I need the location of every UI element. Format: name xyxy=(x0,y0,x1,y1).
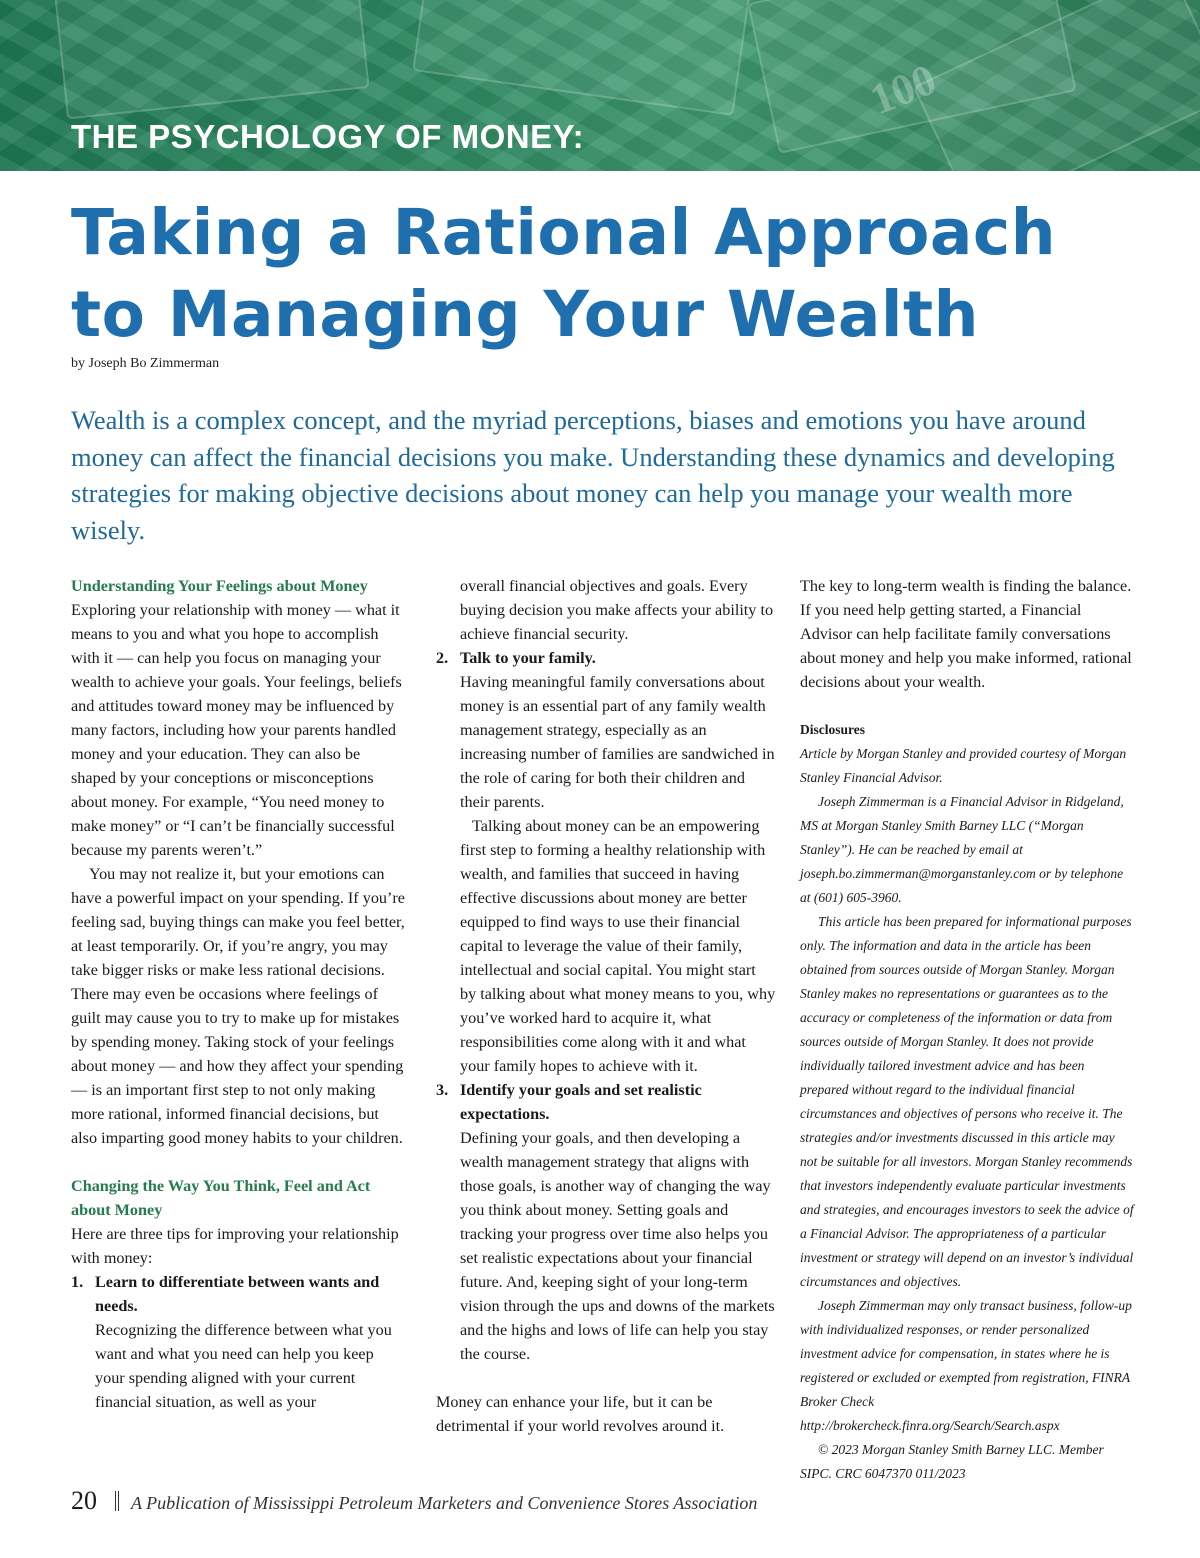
page-number: 20 xyxy=(71,1486,97,1515)
tip-title: Identify your goals and set realistic expectations. xyxy=(460,1081,702,1123)
title-line-1: Taking a Rational Approach xyxy=(71,196,1057,269)
tip-body-continued: overall financial objectives and goals. Every buying decision you make affects your ability to achieve financial security. xyxy=(460,577,774,643)
body-paragraph: You may not realize it, but your emotions can have a powerful impact on your spending. If you’re feeling sad, buying things can make you feel better, at least temporarily. Or, if you’re angry, you may take bigger risks or make less rational decisions. There may even be occasions where feelings of guilt may cause you to try to make up for mistakes by spending money. Taking stock of your feelings about money — and how they affect your spending — is an important first step to not only making more rational, informed financial decisions, but also imparting good money habits to your children. xyxy=(71,865,405,1147)
disclosure-paragraph: Joseph Zimmerman may only transact business, follow-up with individualized responses, or render personalized investment advice for compensation, in states where he is registered or excluded or exempted from registration, FINRA Broker Check http://brokercheck.finra.org/Search/Search.aspx xyxy=(800,1298,1132,1433)
section-heading: Changing the Way You Think, Feel and Act about Money xyxy=(71,1177,371,1219)
disclosure-paragraph: Joseph Zimmerman is a Financial Advisor in Ridgeland, MS at Morgan Stanley Smith Barney LLC (“Morgan Stanley”). He can be reached by email at joseph.bo.zimmerman@morganstanley.com or by telephone at (601) 605-3960. xyxy=(800,794,1124,905)
tip-body: Talking about money can be an empowering first step to forming a healthy relationship with wealth, and families that succeed in having effective discussions about money are better equipped to find ways to use their financial capital to leverage the value of their family, intellectual and social capital. You might start by talking about what money means to you, why you’ve worked hard to acquire it, what responsibilities come along with it and what your family hopes to achieve with it. xyxy=(460,817,776,1075)
series-kicker: THE PSYCHOLOGY OF MONEY: xyxy=(71,118,585,155)
closing-paragraph: Money can enhance your life, but it can be detrimental if your world revolves around it. xyxy=(436,1393,725,1435)
tip-body: Having meaningful family conversations about money is an essential part of any family wealth management strategy, especially as an increasing number of families are sandwiched in the role of caring for both their children and their parents. xyxy=(460,673,775,811)
tip-number: 1. xyxy=(71,1273,84,1291)
banner-bill-decoration xyxy=(54,0,369,120)
tip-item xyxy=(436,646,776,1078)
section-heading: Understanding Your Feelings about Money xyxy=(71,577,368,595)
header-banner xyxy=(0,0,1200,171)
tip-number: 3. xyxy=(436,1081,449,1099)
banner-bill-decoration xyxy=(412,0,751,116)
disclosure-paragraph: Article by Morgan Stanley and provided courtesy of Morgan Stanley Financial Advisor. xyxy=(800,746,1127,785)
lede-paragraph: Wealth is a complex concept, and the myriad perceptions, biases and emotions you have around money can affect the financial decisions you make. Understanding these dynamics and developing strategies for making objective decisions about money can help you manage your wealth more wisely. xyxy=(71,405,1115,545)
tip-body: Defining your goals, and then developing a wealth management strategy that aligns with those goals, is another way of changing the way you think about money. Setting goals and tracking your progress over time also helps you set realistic expectations about your financial future. And, keeping sight of your long-term vision through the ups and downs of the markets and the highs and lows of life can help you stay the course. xyxy=(460,1129,775,1363)
column-3 xyxy=(800,574,1135,1486)
body-paragraph: Exploring your relationship with money — what it means to you and what you hope to accomplish with it — can help you focus on managing your wealth to achieve your goals. Your feelings, beliefs and attitudes toward money may be influenced by many factors, including how your parents handled money and your education. They can also be shaped by your conceptions or misconceptions about money. For example, “You need money to make money” or “I can’t be financially successful because my parents weren’t.” xyxy=(71,601,402,859)
column-2 xyxy=(436,574,776,1438)
article-title xyxy=(71,192,1151,356)
tip-title: Learn to differentiate between wants and needs. xyxy=(95,1273,380,1315)
column-1 xyxy=(71,574,406,1414)
closing-paragraph: The key to long-term wealth is finding the balance. If you need help getting started, a Financial Advisor can help facilitate family conversations about money and help you make informed, rational decisions about your wealth. xyxy=(800,577,1132,691)
body-paragraph: Here are three tips for improving your relationship with money: xyxy=(71,1225,399,1267)
tip-body: Recognizing the difference between what you want and what you need can help you keep your spending aligned with your current financial situation, as well as your xyxy=(95,1321,392,1411)
disclosures-heading: Disclosures xyxy=(800,722,866,737)
publication-name: A Publication of Mississippi Petroleum Marketers and Convenience Stores Association xyxy=(131,1493,758,1513)
title-line-2: to Managing Your Wealth xyxy=(71,278,979,351)
disclosure-paragraph: This article has been prepared for informational purposes only. The information and data in the article has been obtained from sources outside of Morgan Stanley. Morgan Stanley makes no representations or guarantees as to the accuracy or completeness of the information or data from sources outside of Morgan Stanley. It does not provide individually tailored investment advice and has been prepared without regard to the individual financial circumstances and objectives of persons who receive it. The strategies and/or investments discussed in this article may not be suitable for all investors. Morgan Stanley recommends that investors independently evaluate particular investments and strategies, and encourages investors to seek the advice of a Financial Advisor. The appropriateness of a particular investment or strategy will depend on an investor’s individual circumstances and objectives. xyxy=(800,914,1134,1289)
footer-divider xyxy=(115,1491,119,1511)
copyright-notice: © 2023 Morgan Stanley Smith Barney LLC. Member SIPC. CRC 6047370 011/2023 xyxy=(800,1442,1104,1481)
tip-item xyxy=(436,1078,776,1366)
banner-bill-number: 100 xyxy=(863,54,943,125)
tip-number: 2. xyxy=(436,649,449,667)
byline: by Joseph Bo Zimmerman xyxy=(71,356,220,371)
tip-title: Talk to your family. xyxy=(460,649,596,667)
tip-item xyxy=(71,1270,406,1414)
page-footer xyxy=(71,1486,757,1516)
